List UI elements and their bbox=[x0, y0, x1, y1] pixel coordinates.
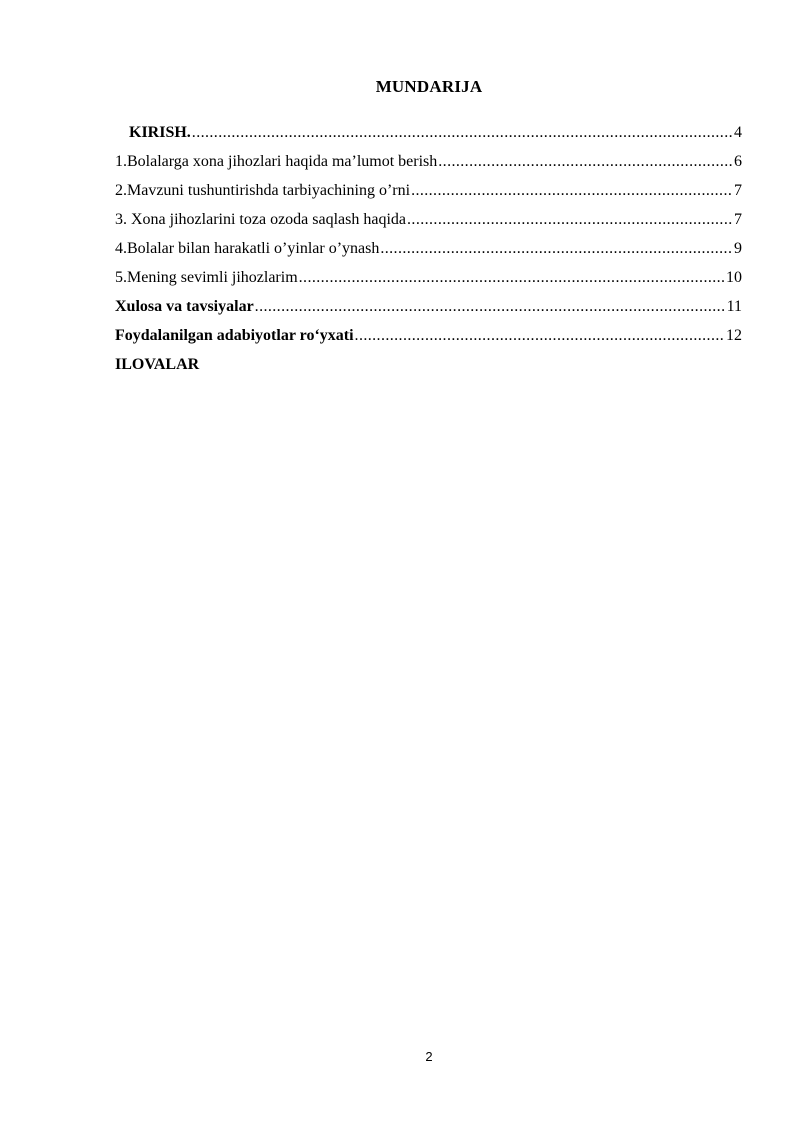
toc-entry-label: KIRISH. bbox=[129, 124, 191, 141]
toc-entry-label: 1.Bolalarga xona jihozlari haqida ma’lumot berish bbox=[115, 153, 438, 170]
toc-dot-leader bbox=[255, 298, 726, 316]
toc-entry-label: Xulosa va tavsiyalar bbox=[115, 298, 254, 315]
toc-entry-adabiyotlar bbox=[115, 327, 742, 356]
toc-entry-label: 3. Xona jihozlarini toza ozoda saqlash haqida bbox=[115, 211, 407, 228]
page-title: MUNDARIJA bbox=[375, 77, 483, 96]
toc-entry-label: Foydalanilgan adabiyotlar ro‘yxati bbox=[115, 327, 354, 344]
toc-entry-5 bbox=[115, 269, 742, 298]
toc-entry-2 bbox=[115, 182, 742, 211]
toc-entry-label: 5.Mening sevimli jihozlarim bbox=[115, 269, 298, 286]
toc-entry-page: 10 bbox=[726, 269, 742, 286]
toc-entry-page: 7 bbox=[734, 211, 742, 228]
toc-entry-xulosa bbox=[115, 298, 742, 327]
toc-entry-3 bbox=[115, 211, 742, 240]
toc-dot-leader bbox=[438, 153, 733, 171]
toc-dot-leader bbox=[380, 240, 733, 258]
toc-entry-page: 12 bbox=[726, 327, 742, 344]
toc-entry-label: ILOVALAR bbox=[115, 356, 200, 373]
toc-dot-leader bbox=[355, 327, 725, 345]
toc-entry-1 bbox=[115, 153, 742, 182]
toc-entry-page: 6 bbox=[734, 153, 742, 170]
toc-dot-leader bbox=[411, 182, 733, 200]
toc-dot-leader bbox=[299, 269, 725, 287]
toc-entry-label: 2.Mavzuni tushuntirishda tarbiyachining o’rni bbox=[115, 182, 411, 199]
toc-entry-4 bbox=[115, 240, 742, 269]
toc-entry-page: 11 bbox=[726, 298, 742, 315]
toc-entry-ilovalar bbox=[115, 356, 742, 385]
toc-entry-label: 4.Bolalar bilan harakatli o’yinlar o’ynash bbox=[115, 240, 380, 257]
toc-entry-page: 7 bbox=[734, 182, 742, 199]
table-of-contents bbox=[115, 124, 742, 385]
toc-entry-page: 4 bbox=[734, 124, 742, 141]
toc-dot-leader bbox=[192, 124, 733, 142]
toc-entry-kirish bbox=[115, 124, 742, 153]
toc-entry-page: 9 bbox=[734, 240, 742, 257]
toc-dot-leader bbox=[407, 211, 733, 229]
page-number: 2 bbox=[425, 1049, 433, 1064]
